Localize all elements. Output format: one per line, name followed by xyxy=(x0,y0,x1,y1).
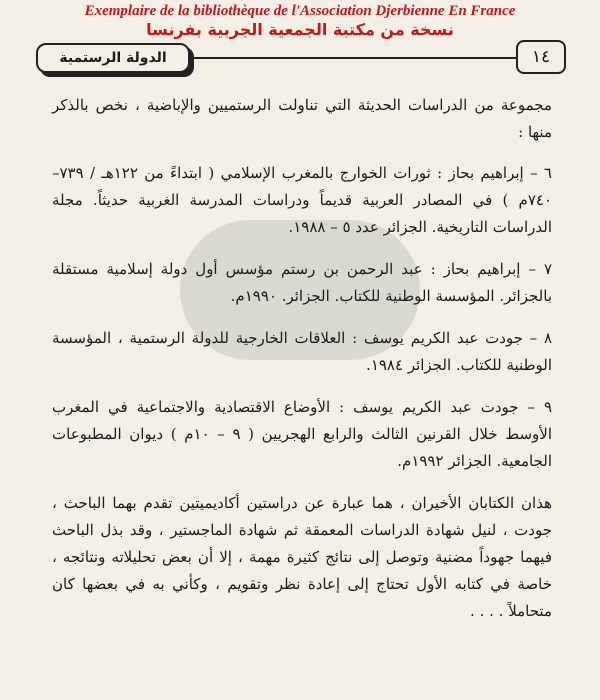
reference-item-8: ٨ – جودت عبد الكريم يوسف : العلاقات الخارجية للدولة الرستمية ، المؤسسة الوطنية للكتاب. الجزائر ١٩٨٤. xyxy=(52,329,552,374)
page-number: ١٤ xyxy=(516,40,566,74)
closing-paragraph: هذان الكتابان الأخيران ، هما عبارة عن دراستين أكاديميتين تقدم بهما الباحث ، جودت ، لنيل شهادة الدراسات المعمقة ثم شهادة الماجستير ، وقد بذل الباحث فيهما جهوداً مضنية وتوصل إلى نتائج كثيرة مهمة ، إلا أن بعض تحليلاته ونتائجه ، خاصة في كتابه الأول تحتاج إلى إعادة نظر وتقويم ، وكأني به في بعضها كان متحاملاً . . . . xyxy=(52,494,552,620)
page-header xyxy=(36,40,566,78)
reference-item-9: ٩ – جودت عبد الكريم يوسف : الأوضاع الاقتصادية والاجتماعية في المغرب الأوسط خلال القرنين الثالث والرابع الهجريين ( ٩ – ١٠م ) ديوان المطبوعات الجامعية. الجزائر ١٩٩٢م. xyxy=(52,398,552,470)
intro-paragraph: مجموعة من الدراسات الحديثة التي تناولت الرستميين والإباضية ، نخص بالذكر منها : xyxy=(52,96,552,141)
library-stamp xyxy=(0,2,600,40)
stamp-line-french: Exemplaire de la bibliothèque de l'Association Djerbienne En France xyxy=(84,3,516,19)
reference-item-6: ٦ – إبراهيم بحاز : ثورات الخوارج بالمغرب الإسلامي ( ابتداءً من ١٢٢هـ / ٧٣٩–٧٤٠م ) في المصادر العربية قديماً ودراسات المدرسة الغربية حديثاً. مجلة الدراسات التاريخية. الجزائر عدد ٥ – ١٩٨٨. xyxy=(52,164,552,236)
running-title: الدولة الرستمية xyxy=(36,43,190,73)
reference-item-7: ٧ – إبراهيم بحاز : عبد الرحمن بن رستم مؤسس أول دولة إسلامية مستقلة بالجزائر. المؤسسة الوطنية للكتاب. الجزائر. ١٩٩٠م. xyxy=(52,260,552,305)
page-body xyxy=(52,92,552,640)
stamp-line-arabic: نسخة من مكتبة الجمعية الجربية بفرنسا xyxy=(146,20,454,39)
